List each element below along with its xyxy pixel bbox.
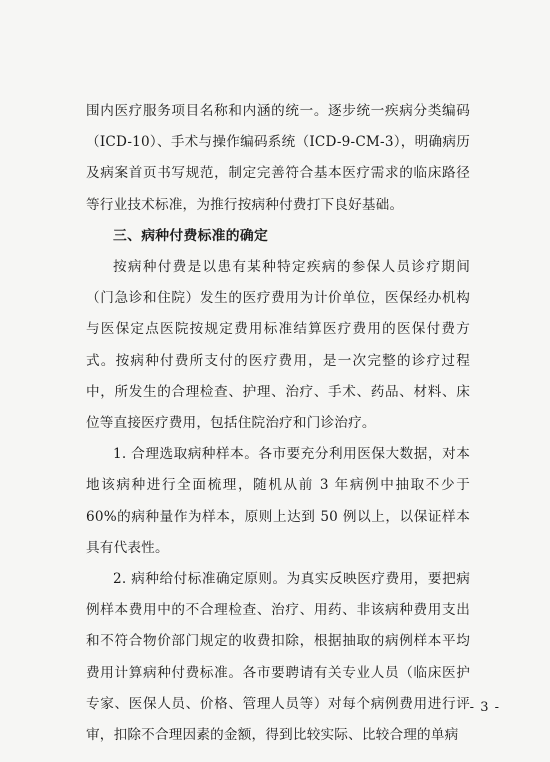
paragraph-item-2: 2. 病种给付标准确定原则。为真实反映医疗费用，要把病例样本费用中的不合理检查、治疗、用药、非该病种费用支出和不符合物价部门规定的收费扣除，根据抽取的病例样本平均费用计算病种付费标准。各市要聘请有关专业人员（临床医护专家、医保人员、价格、管理人员等）对每个病例费用进行评审，扣除不合理因素的金额，得到比较实际、比较合理的单病 xyxy=(86,571,470,744)
page-number: - 3 - xyxy=(469,700,500,715)
paragraph-section: 按病种付费是以患有某种特定疾病的参保人员诊疗期间（门急诊和住院）发生的医疗费用为计价单位，医保经办机构与医保定点医院按规定费用标准结算医疗费用的医保付费方式。按病种付费所支付的医疗费用，是一次完整的诊疗过程中，所发生的合理检查、护理、治疗、手术、药品、材料、床位等直接医疗费用，包括住院治疗和门诊治疗。 xyxy=(86,259,470,432)
document-body xyxy=(86,96,470,751)
paragraph-item-1: 1. 合理选取病种样本。各市要充分利用医保大数据，对本地该病种进行全面梳理，随机从前 3 年病例中抽取不少于 60%的病种量作为样本，原则上达到 50 例以上，以保证样本具有代表性。 xyxy=(86,446,470,556)
paragraph-intro: 围内医疗服务项目名称和内涵的统一。逐步统一疾病分类编码（ICD-10）、手术与操作编码系统（ICD-9-CM-3），明确病历及病案首页书写规范，制定完善符合基本医疗需求的临床路径等行业技术标准，为推行按病种付费打下良好基础。 xyxy=(86,103,470,213)
section-heading: 三、病种付费标准的确定 xyxy=(113,227,269,244)
